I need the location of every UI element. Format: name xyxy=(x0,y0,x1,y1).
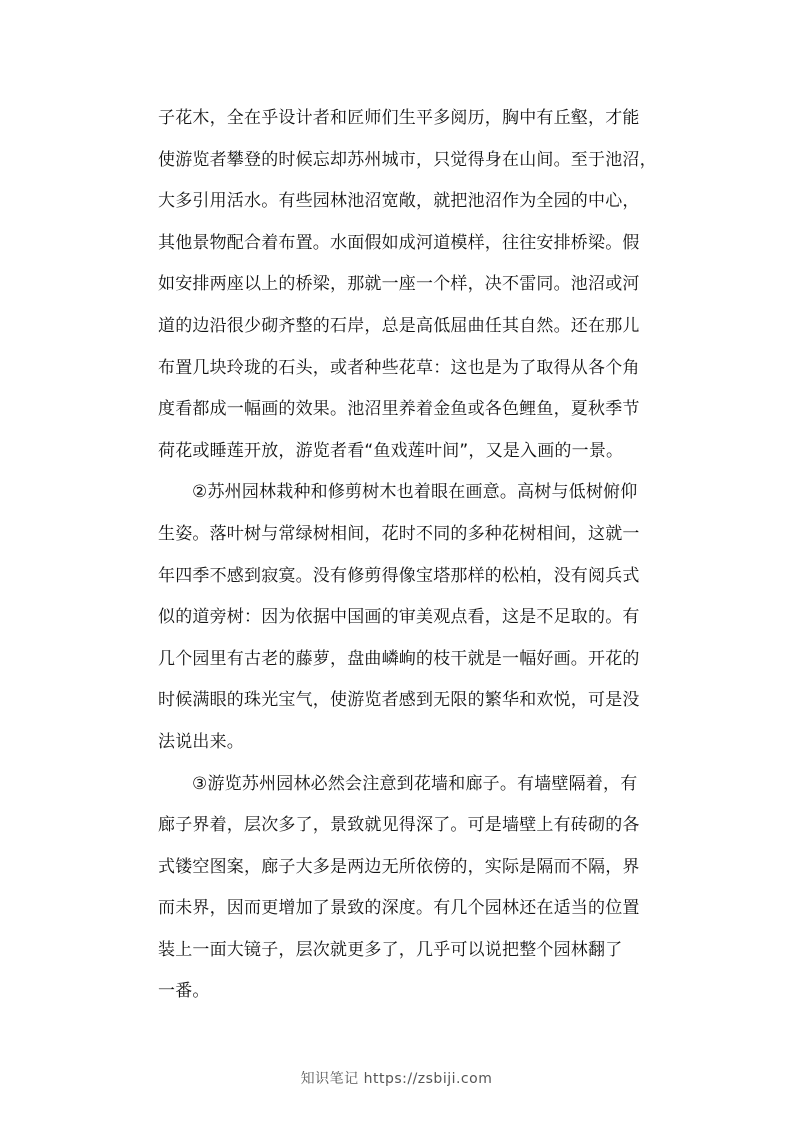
text-line: 道的边沿很少砌齐整的石岸，总是高低屈曲任其自然。还在那儿 xyxy=(158,315,640,336)
text-line: 子花木，全在乎设计者和匠师们生平多阅历，胸中有丘壑，才能 xyxy=(158,108,640,128)
text-line: ②苏州园林栽种和修剪树木也着眼在画意。高树与低树俯仰 xyxy=(192,482,638,503)
text-line: ③游览苏州园林必然会注意到花墙和廊子。有墙壁隔着，有 xyxy=(192,773,638,794)
text-line: 使游览者攀登的时候忘却苏州城市，只觉得身在山间。至于池沼， xyxy=(158,149,657,170)
text-line: 法说出来。 xyxy=(158,731,244,752)
text-line: 其他景物配合着布置。水面假如成河道模样，往往安排桥梁。假 xyxy=(158,232,640,253)
text-line: 装上一面大镜子，层次就更多了，几乎可以说把整个园林翻了 xyxy=(158,939,623,960)
text-line: 年四季不感到寂寞。没有修剪得像宝塔那样的松柏，没有阅兵式 xyxy=(158,565,640,586)
paragraph-1 xyxy=(158,98,678,472)
text-line: 式镂空图案，廊子大多是两边无所依傍的，实际是隔而不隔，界 xyxy=(158,856,640,877)
text-line: 时候满眼的珠光宝气，使游览者感到无限的繁华和欢悦，可是没 xyxy=(158,690,640,711)
text-line: 廊子界着，层次多了，景致就见得深了。可是墙壁上有砖砌的各 xyxy=(158,815,640,836)
document-body xyxy=(158,98,678,1013)
text-line: 几个园里有古老的藤萝，盘曲嶙峋的枝干就是一幅好画。开花的 xyxy=(158,648,640,669)
text-line: 似的道旁树：因为依据中国画的审美观点看，这是不足取的。有 xyxy=(158,607,640,628)
text-line: 度看都成一幅画的效果。池沼里养着金鱼或各色鲤鱼，夏秋季节 xyxy=(158,399,640,420)
text-line: 而未界，因而更增加了景致的深度。有几个园林还在适当的位置 xyxy=(158,898,640,919)
paragraph-2 xyxy=(158,472,678,763)
text-line: 布置几块玲珑的石头，或者种些花草：这也是为了取得从各个角 xyxy=(158,357,640,378)
text-line: 大多引用活水。有些园林池沼宽敞，就把池沼作为全园的中心， xyxy=(158,191,640,212)
footer-watermark: 知识笔记 https://zsbiji.com xyxy=(300,1071,493,1087)
text-line: 一番。 xyxy=(158,981,210,1002)
text-line: 荷花或睡莲开放，游览者看“鱼戏莲叶间”，又是入画的一景。 xyxy=(158,440,624,461)
text-line: 如安排两座以上的桥梁，那就一座一个样，决不雷同。池沼或河 xyxy=(158,274,640,295)
paragraph-3 xyxy=(158,764,678,1014)
text-line: 生姿。落叶树与常绿树相间，花时不同的多种花树相间，这就一 xyxy=(158,523,640,544)
